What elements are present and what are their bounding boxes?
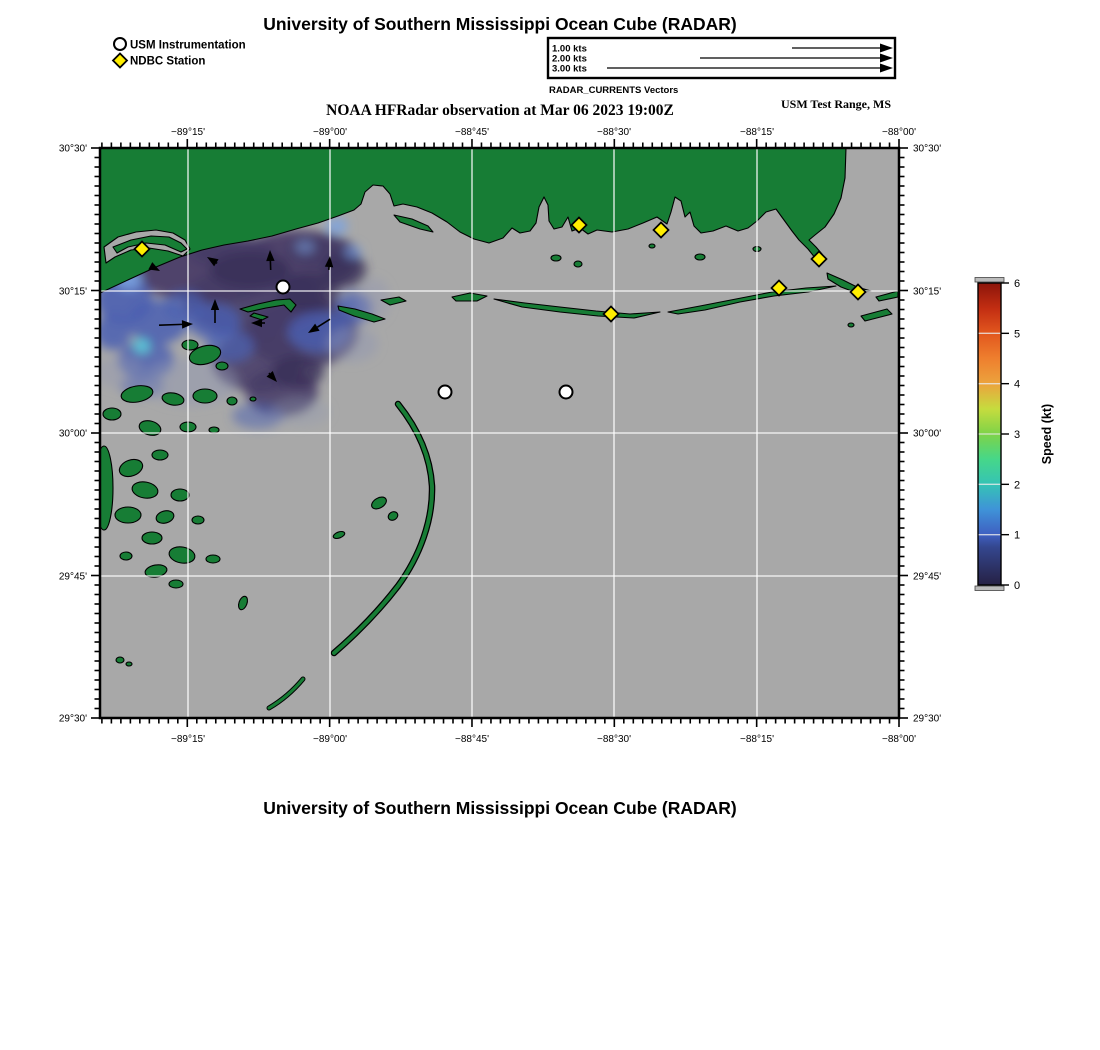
vector-scale-row-label: 2.00 kts — [552, 53, 587, 65]
usm-instrumentation-marker — [439, 386, 452, 399]
colorbar-tick-label: 0 — [1014, 580, 1021, 592]
ndbc-legend-label: NDBC Station — [130, 55, 206, 68]
lon-tick-label-bottom: −89°15' — [171, 734, 205, 745]
lon-tick-label-top: −88°30' — [597, 127, 631, 138]
vector-scale-caption: RADAR_CURRENTS Vectors — [549, 85, 679, 96]
colorbar-tick-label: 1 — [1014, 529, 1021, 542]
usm-legend-label: USM Instrumentation — [130, 39, 246, 52]
lon-tick-label-top: −88°45' — [455, 127, 489, 138]
lat-tick-label-left: 30°00' — [58, 428, 87, 440]
lon-tick-label-bottom: −88°30' — [597, 734, 631, 745]
observation-subtitle: NOAA HFRadar observation at Mar 06 2023 19:00Z — [326, 102, 674, 119]
colorbar-label: Speed (kt) — [1040, 403, 1054, 465]
region-label: USM Test Range, MS — [780, 97, 892, 111]
lat-tick-label-left: 29°30' — [58, 713, 87, 725]
usm-instrumentation-marker — [560, 386, 573, 399]
colorbar-tick-label: 5 — [1014, 328, 1021, 341]
colorbar — [975, 278, 1054, 593]
map-panel — [59, 127, 941, 745]
colorbar-tick-label: 4 — [1014, 378, 1021, 391]
lat-tick-label-left: 30°15' — [58, 286, 87, 298]
map-legend — [113, 38, 246, 68]
lat-tick-label-left: 30°30' — [58, 143, 87, 155]
lat-tick-label-right: 29°30' — [913, 713, 942, 725]
lat-tick-label-right: 30°30' — [913, 143, 942, 155]
lat-tick-label-right: 30°00' — [913, 428, 942, 440]
lat-tick-label-right: 30°15' — [913, 286, 942, 298]
lat-tick-label-left: 29°45' — [58, 571, 87, 583]
colorbar-tick-label: 2 — [1014, 479, 1021, 492]
vector-scale-row-label: 3.00 kts — [552, 63, 587, 75]
colorbar-tick-label: 3 — [1014, 429, 1021, 441]
lon-tick-label-top: −88°15' — [740, 127, 774, 138]
vector-scale-row-label: 1.00 kts — [552, 43, 587, 55]
lat-tick-label-right: 29°45' — [913, 571, 942, 583]
bottom-title: University of Southern Mississippi Ocean Cube (RADAR) — [263, 798, 737, 818]
lon-tick-label-top: −88°00' — [882, 127, 916, 138]
lon-tick-label-bottom: −88°45' — [455, 734, 489, 745]
usm-instrumentation-marker — [277, 281, 290, 294]
lon-tick-label-bottom: −88°15' — [740, 734, 774, 745]
colorbar-tick-label: 6 — [1014, 278, 1021, 290]
lon-tick-label-top: −89°15' — [171, 127, 205, 138]
page-title: University of Southern Mississippi Ocean Cube (RADAR) — [263, 14, 737, 34]
usm-instrumentation-icon — [114, 38, 126, 50]
vector-scale-box — [548, 38, 895, 96]
lon-tick-label-bottom: −88°00' — [882, 734, 916, 745]
lon-tick-label-bottom: −89°00' — [313, 734, 347, 745]
lon-tick-label-top: −89°00' — [313, 127, 347, 138]
ndbc-station-icon — [113, 54, 127, 68]
